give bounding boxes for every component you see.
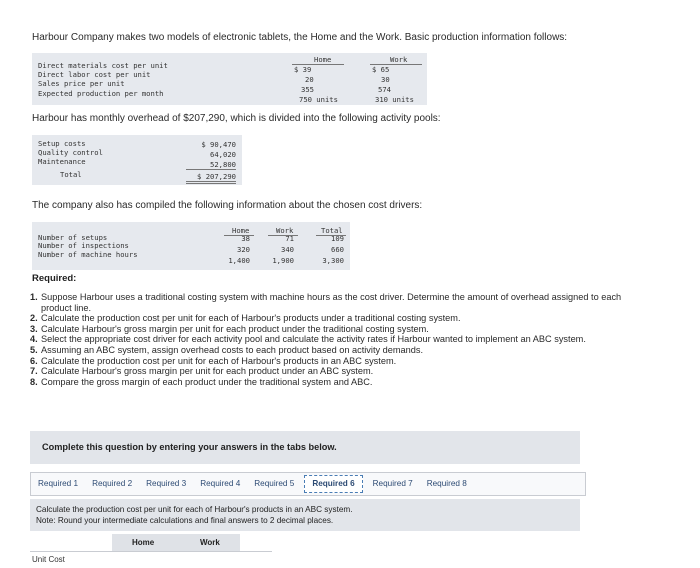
production-row-label: Direct labor cost per unit (38, 70, 151, 79)
answer-title: Calculate the production cost per unit for each of Harbour's products in an ABC system. (36, 505, 353, 514)
required-item-number: 1. (30, 292, 38, 302)
driver-total-value: 660 (331, 245, 344, 254)
intro-line-2: Harbour has monthly overhead of $207,290, which is divided into the following activity pools: (32, 113, 441, 124)
driver-work-value: 71 (285, 234, 294, 243)
required-item-text: Calculate the production cost per unit for each of Harbour's products in an ABC system. (41, 355, 397, 366)
pool-label: Maintenance (38, 157, 86, 166)
answer-instructions (30, 499, 580, 531)
required-heading: Required: (32, 273, 77, 284)
tab-required-2[interactable]: Required 2 (92, 479, 133, 488)
production-home-value: 750 units (299, 95, 338, 104)
required-item-text: Assuming an ABC system, assign overhead costs to each product based on activity demands. (41, 344, 423, 355)
tab-required-7[interactable]: Required 7 (372, 479, 413, 488)
production-home-value: 20 (305, 75, 314, 84)
pool-label: Setup costs (38, 139, 86, 148)
required-item-number: 7. (30, 366, 38, 377)
answer-note: Note: Round your intermediate calculations and final answers to 2 decimal places. (36, 516, 334, 525)
tab-required-3[interactable]: Required 3 (146, 479, 187, 488)
tab-required-1[interactable]: Required 1 (38, 479, 79, 488)
tab-required-5[interactable]: Required 5 (254, 479, 295, 488)
production-home-value: $ 39 (294, 65, 312, 74)
production-work-value: 574 (378, 85, 391, 94)
driver-label: Number of machine hours (38, 250, 138, 259)
driver-work-value: 340 (281, 245, 294, 254)
required-item-number: 3. (30, 323, 38, 334)
drivers-header-total: Total (321, 226, 343, 235)
production-row-label: Direct materials cost per unit (38, 61, 168, 70)
intro-line-1: Harbour Company makes two models of electronic tablets, the Home and the Work. Basic production information follows: (32, 32, 568, 43)
required-item (30, 292, 630, 313)
required-item-number: 4. (30, 334, 38, 345)
column-header-work: Work (200, 538, 220, 547)
driver-home-value: 38 (241, 234, 250, 243)
required-item (30, 324, 630, 335)
pool-value: $ 90,470 (201, 140, 236, 149)
driver-label: Number of inspections (38, 241, 129, 250)
required-item-text: Suppose Harbour uses a traditional costing system with machine hours as the cost driver. Determine the amount of overhead assigned to each product line. (41, 292, 622, 313)
driver-home-value: 320 (237, 245, 250, 254)
pool-value: 64,020 (210, 150, 236, 159)
tab-required-4[interactable]: Required 4 (200, 479, 241, 488)
driver-home-value: 1,400 (228, 256, 250, 265)
required-item-number: 2. (30, 313, 38, 324)
unit-cost-label: Unit Cost (32, 555, 65, 564)
tab-required-6[interactable]: Required 6 (304, 475, 362, 493)
column-header-home: Home (132, 538, 155, 547)
required-item (30, 377, 630, 388)
production-row-label: Expected production per month (38, 89, 164, 98)
instruction-banner (30, 431, 580, 464)
production-work-value: $ 65 (372, 65, 390, 74)
required-item-number: 5. (30, 344, 38, 355)
required-list (30, 292, 630, 387)
instruction-banner-text: Complete this question by entering your answers in the tabs below. (42, 442, 337, 452)
answer-table-header (112, 534, 240, 551)
intro-line-3: The company also has compiled the following information about the chosen cost drivers: (32, 200, 423, 211)
driver-total-value: 3,300 (322, 256, 344, 265)
production-work-value: 30 (381, 75, 390, 84)
production-header-work: Work (390, 55, 408, 64)
driver-work-value: 1,900 (272, 256, 294, 265)
pool-label: Quality control (38, 148, 103, 157)
answer-table-divider (30, 551, 272, 552)
drivers-header-home: Home (232, 226, 250, 235)
driver-label: Number of setups (38, 233, 108, 242)
required-item-text: Calculate the production cost per unit for each of Harbour's products under a traditional costing system. (41, 313, 461, 324)
required-item-text: Select the appropriate cost driver for each activity pool and calculate the activity rates if Harbour wanted to implement an ABC system. (41, 334, 586, 345)
pool-value: 52,800 (186, 160, 236, 170)
production-home-value: 355 (301, 85, 314, 94)
required-tabs (30, 472, 586, 496)
required-item (30, 366, 630, 377)
tab-required-8[interactable]: Required 8 (426, 479, 467, 488)
required-item-text: Compare the gross margin of each product under the traditional system and ABC. (41, 376, 373, 387)
pool-total-value: $ 207,290 (186, 172, 236, 184)
required-item-number: 6. (30, 355, 38, 366)
pool-total-label: Total (60, 170, 82, 179)
required-item-text: Calculate Harbour's gross margin per unit for each product under the traditional costing system. (41, 323, 429, 334)
required-item (30, 345, 630, 356)
required-item (30, 356, 630, 367)
required-item (30, 334, 630, 345)
driver-total-value: 109 (331, 234, 344, 243)
required-item-number: 8. (30, 376, 38, 387)
production-work-value: 310 units (375, 95, 414, 104)
production-header-home: Home (314, 55, 332, 64)
production-row-label: Sales price per unit (38, 79, 125, 88)
required-item-text: Calculate Harbour's gross margin per unit for each product under an ABC system. (41, 366, 374, 377)
drivers-header-work: Work (276, 226, 294, 235)
required-item (30, 313, 630, 324)
